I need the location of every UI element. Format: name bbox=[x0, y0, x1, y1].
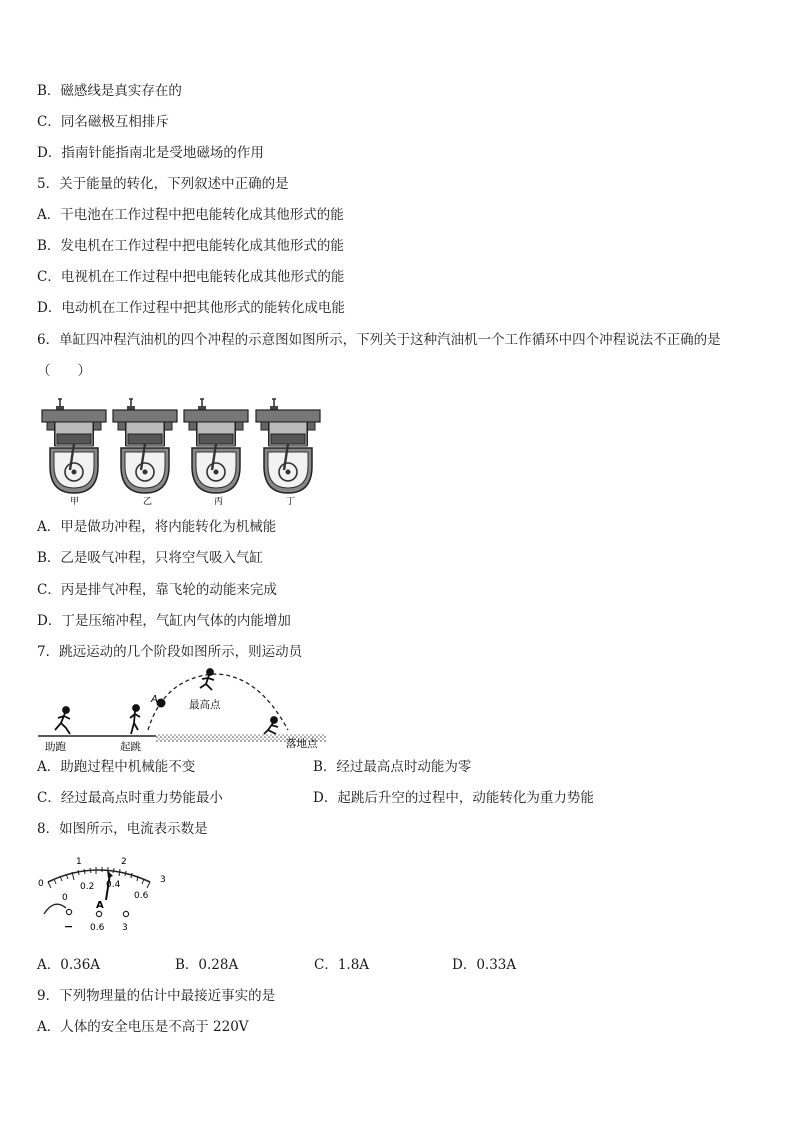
q4-option-d: D．指南针能指南北是受地磁场的作用 bbox=[37, 145, 264, 161]
label-landing-point: 落地点 bbox=[286, 738, 318, 750]
top-scale-1: 1 bbox=[76, 857, 82, 867]
figure-label-jia: 甲 bbox=[70, 497, 80, 507]
landing-jumper-icon bbox=[264, 717, 278, 734]
airborne-jumper-icon bbox=[200, 669, 214, 690]
q8-stem: 8．如图所示，电流表示数是 bbox=[37, 821, 208, 837]
q7-option-d: D．起跳后升空的过程中，动能转化为重力势能 bbox=[313, 790, 594, 806]
bottom-scale-0: 0 bbox=[62, 893, 68, 903]
terminal-0.6: 0.6 bbox=[90, 923, 105, 933]
ammeter-figure bbox=[36, 852, 176, 938]
q8-option-b: B．0.28A bbox=[175, 957, 239, 973]
q7-option-b: B．经过最高点时动能为零 bbox=[313, 759, 472, 775]
q6-blank: （ ） bbox=[37, 363, 91, 379]
label-takeoff: 起跳 bbox=[120, 741, 141, 753]
point-a-dot bbox=[157, 699, 166, 708]
q7-stem: 7．跳远运动的几个阶段如图所示，则运动员 bbox=[37, 644, 303, 660]
bottom-scale-0.6: 0.6 bbox=[134, 891, 149, 901]
q5-option-d: D．电动机在工作过程中把其他形式的能转化成电能 bbox=[37, 300, 345, 316]
q6-option-b: B．乙是吸气冲程，只将空气吸入气缸 bbox=[37, 550, 263, 566]
q8-option-c: C．1.8A bbox=[314, 957, 370, 973]
q6-option-c: C．丙是排气冲程，靠飞轮的动能来完成 bbox=[37, 582, 277, 598]
terminal-3: 3 bbox=[122, 923, 128, 933]
q5-option-a: A．干电池在工作过程中把电能转化成其他形式的能 bbox=[37, 207, 344, 223]
top-scale-0: 0 bbox=[38, 879, 44, 889]
long-jump-figure bbox=[36, 668, 336, 754]
q4-option-c: C．同名磁极互相排斥 bbox=[37, 114, 169, 130]
q7-option-c: C．经过最高点时重力势能最小 bbox=[37, 790, 223, 806]
ammeter-unit-label: A bbox=[96, 900, 104, 911]
runner-icon bbox=[55, 707, 70, 734]
top-scale-3: 3 bbox=[160, 875, 166, 885]
figure-label-bing: 丙 bbox=[214, 497, 224, 507]
engine-strokes-figure bbox=[34, 396, 334, 508]
terminal-negative: − bbox=[64, 920, 74, 933]
takeoff-jumper-icon bbox=[130, 705, 140, 734]
label-run-up: 助跑 bbox=[45, 741, 66, 753]
label-highest-point: 最高点 bbox=[189, 699, 221, 711]
q8-option-a: A．0.36A bbox=[37, 957, 101, 973]
q7-option-a: A．助跑过程中机械能不变 bbox=[37, 759, 196, 775]
figure-label-yi: 乙 bbox=[143, 497, 153, 507]
top-scale-2: 2 bbox=[121, 857, 127, 867]
q5-option-b: B．发电机在工作过程中把电能转化成其他形式的能 bbox=[37, 238, 344, 254]
q6-option-a: A．甲是做功冲程，将内能转化为机械能 bbox=[37, 519, 277, 535]
label-point-a: A bbox=[151, 694, 158, 705]
q9-stem: 9．下列物理量的估计中最接近事实的是 bbox=[37, 988, 276, 1004]
q9-option-a: A．人体的安全电压是不高于 220V bbox=[37, 1019, 249, 1035]
q6-option-d: D．丁是压缩冲程，气缸内气体的内能增加 bbox=[37, 613, 291, 629]
figure-label-ding: 丁 bbox=[286, 497, 296, 507]
q6-stem: 6．单缸四冲程汽油机的四个冲程的示意图如图所示，下列关于这种汽油机一个工作循环中四个冲程说法不正确的是 bbox=[37, 332, 721, 348]
q5-stem: 5．关于能量的转化，下列叙述中正确的是 bbox=[37, 176, 289, 192]
bottom-scale-0.2: 0.2 bbox=[80, 882, 95, 892]
q8-option-d: D．0.33A bbox=[452, 957, 517, 973]
q4-option-b: B．磁感线是真实存在的 bbox=[37, 83, 182, 99]
q5-option-c: C．电视机在工作过程中把电能转化成其他形式的能 bbox=[37, 269, 345, 285]
bottom-scale-0.4: 0.4 bbox=[106, 880, 121, 890]
